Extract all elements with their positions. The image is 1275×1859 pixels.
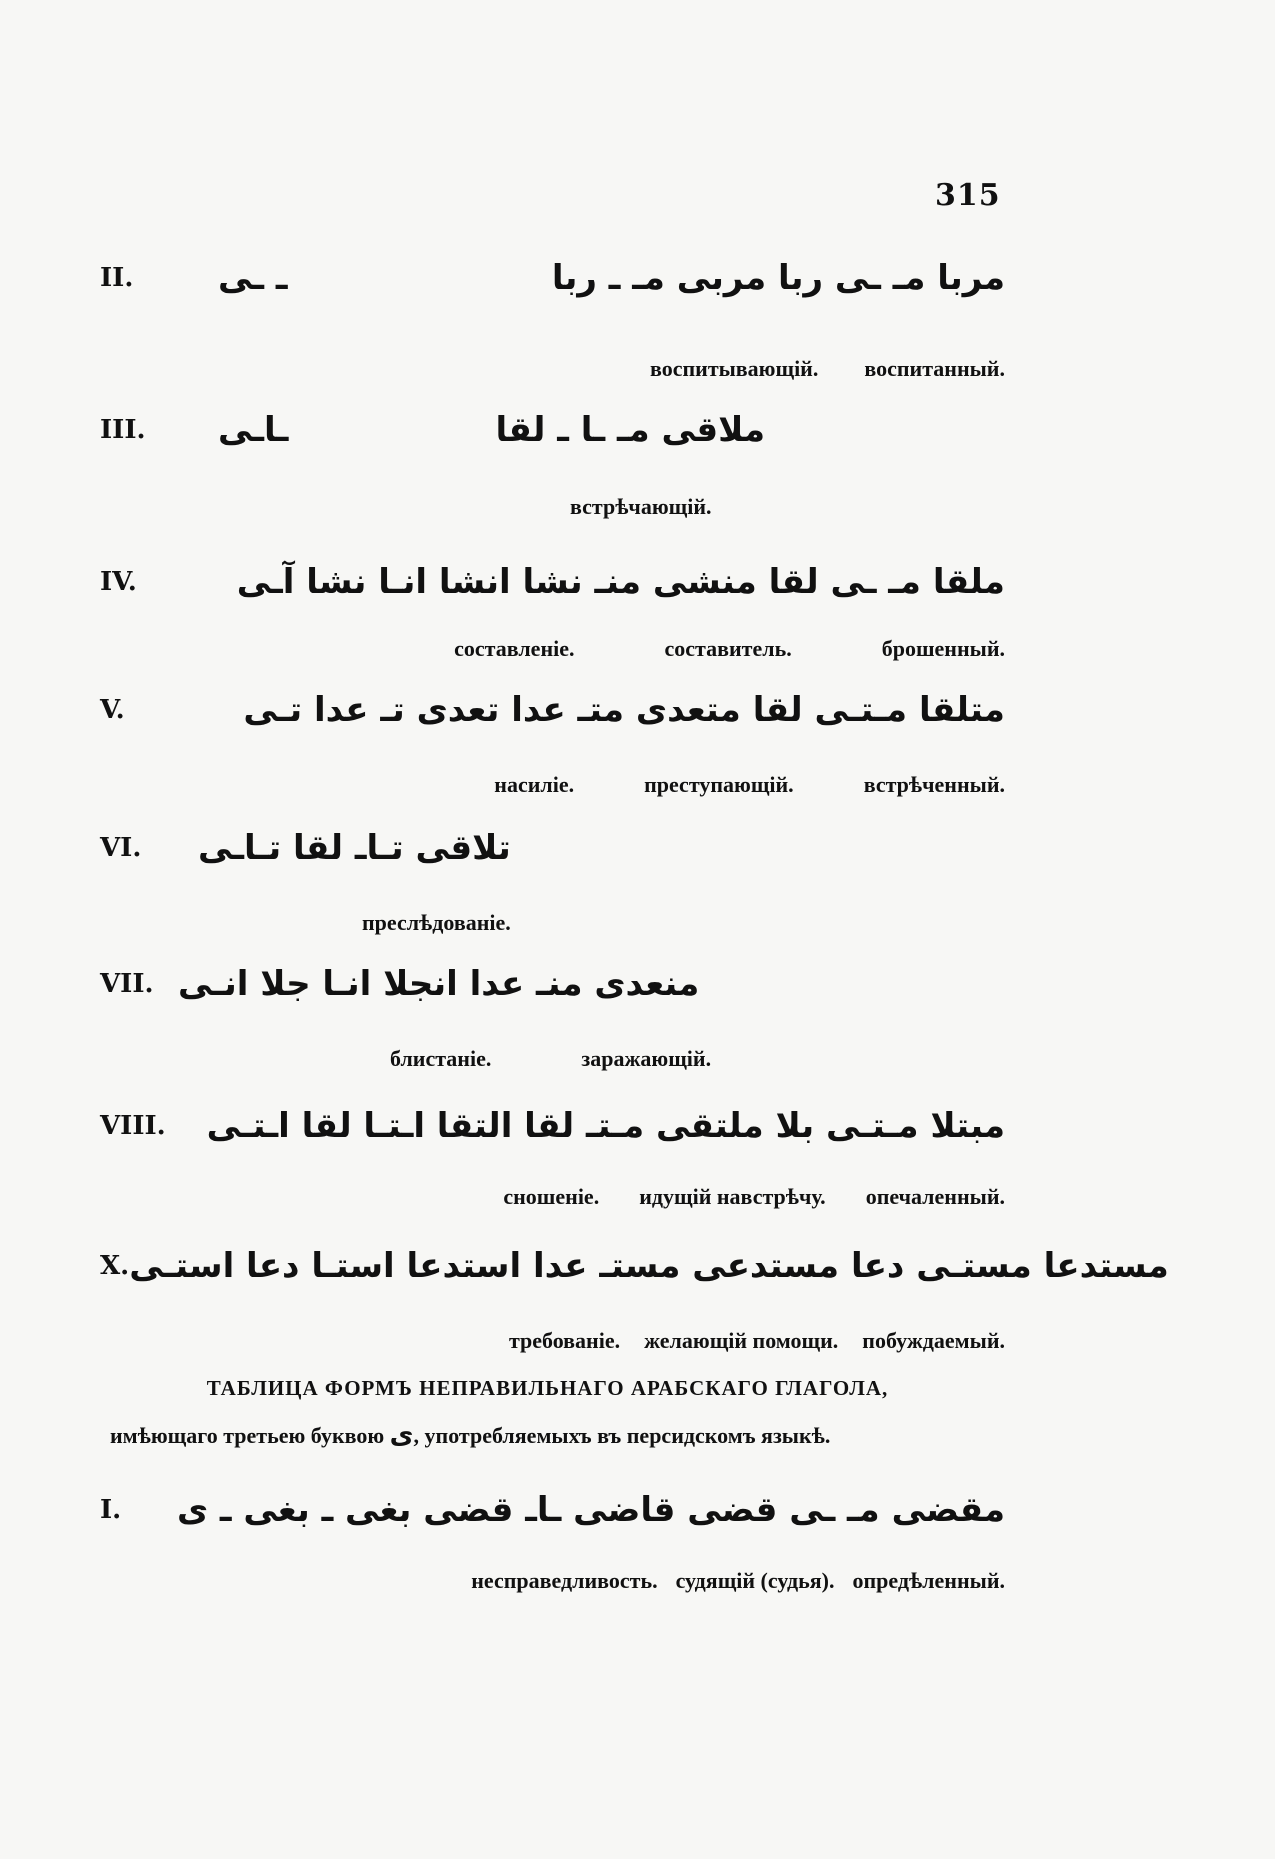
gloss: сношеніе.: [503, 1184, 600, 1209]
form-row-x: [100, 1236, 1169, 1296]
form-row-i: [100, 1480, 1005, 1540]
gloss: опредѣленный.: [852, 1568, 1005, 1593]
gloss: желающій помощи.: [644, 1328, 839, 1353]
gloss-row-viii: [300, 1184, 1005, 1210]
arabic-forms: ملاقى مـ ـا ـ لقا: [495, 410, 765, 450]
form-numeral: III.: [100, 415, 146, 445]
table-subheading: [110, 1420, 1005, 1450]
form-numeral: VI.: [100, 833, 142, 863]
gloss: составитель.: [664, 636, 792, 661]
form-numeral: VIII.: [100, 1111, 166, 1141]
gloss-row-iv: [300, 636, 1005, 662]
gloss: судящій (судья).: [675, 1568, 835, 1593]
form-row-viii: [100, 1096, 1005, 1156]
gloss-row-vi: [362, 910, 1067, 936]
arabic-forms: تلاقى تـاـ لقا تـاـى: [198, 828, 511, 868]
form-row-vi: [100, 818, 1005, 878]
form-row-v: [100, 680, 1005, 740]
form-numeral: V.: [100, 695, 125, 725]
subheading-text: , употребляемыхъ въ персидскомъ языкѣ.: [413, 1423, 831, 1448]
gloss: составленіе.: [454, 636, 575, 661]
arabic-forms: ملقا مـ ـى لقا منشى منـ نشا انشا انـا نشا آـى: [236, 562, 1005, 602]
gloss: блистаніе.: [390, 1046, 492, 1071]
table-heading: ТАБЛИЦА ФОРМЪ НЕПРАВИЛЬНАГО АРАБСКАГО ГЛАГОЛА,: [206, 1376, 889, 1400]
arabic-forms: مبتلا مـتـى بلا ملتقى مـتـ لقا التقا اـتـا لقا اـتـى: [206, 1106, 1005, 1146]
form-suffix: ـاـى: [218, 410, 289, 450]
arabic-forms: متلقا مـتـى لقا متعدى متـ عدا تعدى تـ عدا تـى: [243, 690, 1005, 730]
gloss-row-x: [370, 1328, 1005, 1354]
gloss: воспитывающій.: [649, 356, 819, 381]
gloss: несправедливость.: [471, 1568, 658, 1593]
arabic-forms: مستدعا مستـى دعا مستدعى مستـ عدا استدعا استـا دعا استـى: [129, 1246, 1169, 1286]
form-row-ii: [100, 248, 1005, 308]
arabic-forms: مقضى مـ ـى قضى قاضى ـاـ قضى بغى ـ بغى ـ ى: [176, 1490, 1005, 1530]
gloss: преступающій.: [644, 772, 794, 797]
form-row-vii: [100, 954, 1005, 1014]
form-row-iv: [100, 552, 1005, 612]
form-numeral: IV.: [100, 567, 137, 597]
gloss-row-i: [320, 1568, 1005, 1594]
gloss: заражающій.: [581, 1046, 712, 1071]
form-numeral: X.: [100, 1251, 130, 1281]
form-numeral: II.: [100, 263, 134, 293]
gloss-row-v: [300, 772, 1005, 798]
gloss: брошенный.: [881, 636, 1005, 661]
gloss-row-iii: [570, 494, 1275, 520]
gloss-row-ii: [300, 356, 1005, 382]
gloss: насиліе.: [494, 772, 575, 797]
gloss: опечаленный.: [865, 1184, 1005, 1209]
gloss: воспитанный.: [864, 356, 1005, 381]
form-row-iii: [100, 400, 1005, 460]
arabic-letter: ى: [389, 1420, 414, 1450]
subheading-text: имѣющаго третьею буквою: [110, 1423, 385, 1448]
gloss: побуждаемый.: [862, 1328, 1005, 1353]
gloss: требованіе.: [508, 1328, 621, 1353]
gloss: встрѣченный.: [863, 772, 1005, 797]
gloss: преслѣдованіе.: [362, 910, 511, 935]
gloss-row-vii: [390, 1046, 1095, 1072]
form-numeral: I.: [100, 1495, 122, 1525]
form-numeral: VII.: [100, 969, 154, 999]
arabic-forms: مربا مـ ـى ربا مربى مـ ـ ربا: [551, 258, 1005, 298]
page-number: 315: [935, 178, 1001, 213]
gloss: встрѣчающій.: [570, 494, 712, 519]
form-suffix: ـ ـى: [218, 258, 288, 298]
arabic-forms: منعدى منـ عدا انجلا انـا جلا انـى: [178, 964, 700, 1004]
gloss: идущій навстрѣчу.: [639, 1184, 826, 1209]
